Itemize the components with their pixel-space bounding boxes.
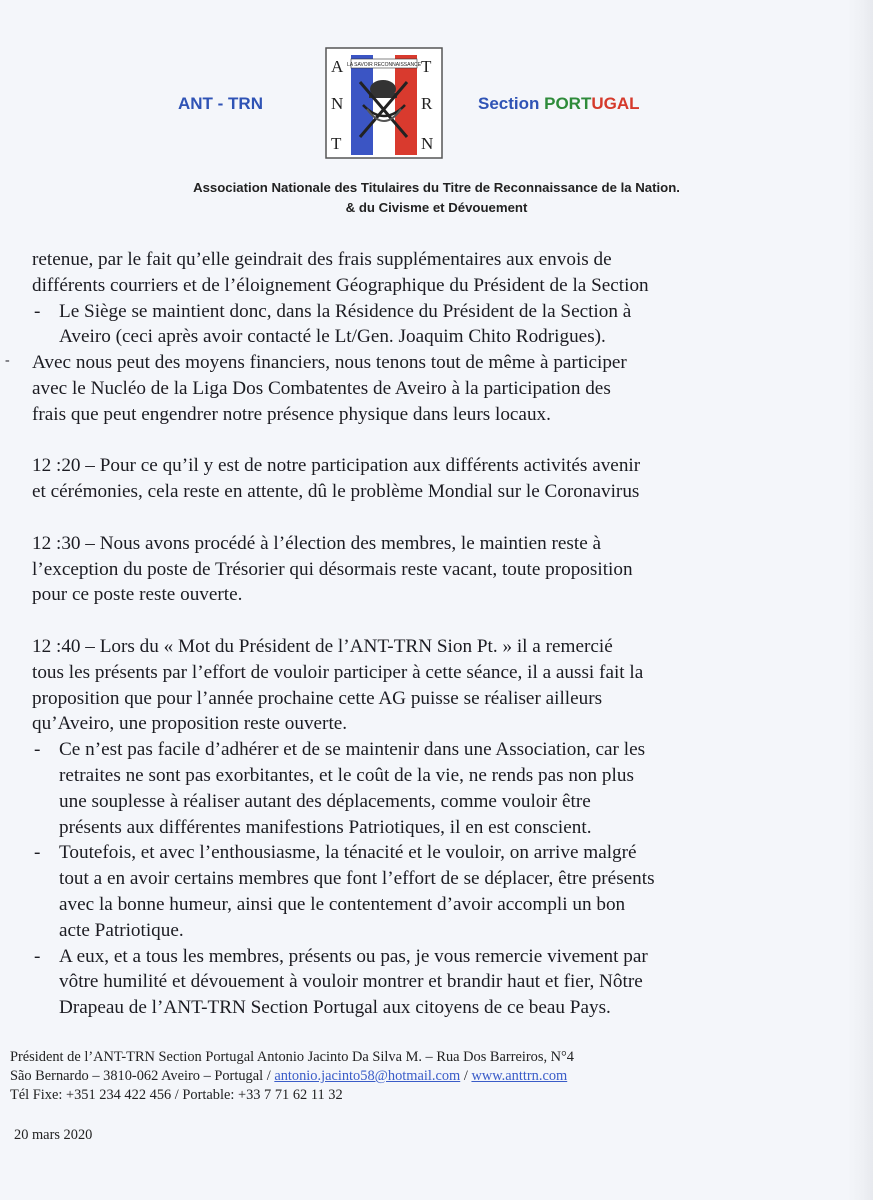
bullet-item-thanks: [32, 944, 777, 1021]
text-line: 12 :20 – Pour ce qu’il y est de notre participation aux différents activités avenir: [32, 455, 641, 477]
footer-contact: [10, 1048, 574, 1105]
emblem-logo: [325, 47, 443, 159]
association-name-line1: Association Nationale des Titulaires du Titre de Reconnaissance de la Nation.: [193, 180, 680, 195]
text-line: pour ce poste reste ouverte.: [32, 584, 243, 606]
email-link[interactable]: antonio.jacinto58@hotmail.com: [274, 1068, 461, 1084]
letter-date: 20 mars 2020: [14, 1127, 93, 1143]
text-line: 12 :40 – Lors du « Mot du Président de l’ANT-TRN Sion Pt. » il a remercié: [32, 635, 613, 657]
header-country-green: PORT: [544, 94, 592, 113]
text-line: différents courriers et de l’éloignement Géographique du Président de la Section: [32, 274, 649, 296]
text-line: acte Patriotique.: [59, 919, 184, 941]
footer-address-city: São Bernardo – 3810-062 Aveiro – Portugal /: [10, 1068, 275, 1084]
text-line: qu’Aveiro, une proposition reste ouverte.: [32, 713, 348, 735]
text-line: frais que peut engendrer notre présence physique dans leurs locaux.: [32, 403, 551, 425]
paragraph-financing: [5, 350, 777, 427]
text-line: A eux, et a tous les membres, présents ou pas, je vous remercie vivement par: [59, 945, 648, 967]
bullet-dash: -: [34, 300, 41, 322]
text-line: Aveiro (ceci après avoir contacté le Lt/Gen. Joaquim Chito Rodrigues).: [59, 326, 606, 348]
text-line: Drapeau de l’ANT-TRN Section Portugal aux citoyens de ce beau Pays.: [59, 997, 611, 1019]
emblem-letter-t: T: [331, 134, 342, 153]
text-line: présents aux différentes manifestions Patriotiques, il en est conscient.: [59, 816, 592, 838]
header-section-label: Section: [478, 94, 545, 113]
letter-body: [5, 247, 777, 1021]
website-link[interactable]: www.anttrn.com: [471, 1068, 568, 1084]
text-line: tous les présents par l’effort de vouloir participer à cette séance, il a aussi fait la: [32, 661, 644, 683]
bullet-item-enthusiasm: [32, 840, 777, 943]
text-line: une souplesse à réaliser autant des déplacements, comme vouloir être: [59, 790, 591, 812]
header-left-title: ANT - TRN: [178, 94, 263, 113]
margin-mark: -: [5, 353, 10, 369]
bullet-dash: -: [34, 842, 41, 864]
footer-address-line2: [10, 1067, 574, 1086]
header-right-title: [478, 94, 640, 114]
text-line: avec le Nucléo de la Liga Dos Combatentes de Aveiro à la participation des: [32, 377, 611, 399]
bullet-item-association: [32, 737, 777, 840]
emblem-letter-a: A: [331, 57, 344, 76]
bullet-item-siege: [32, 299, 777, 351]
footer-separator: /: [460, 1068, 472, 1084]
text-line: retenue, par le fait qu’elle geindrait des frais supplémentaires aux envois de: [32, 249, 612, 270]
text-line: Le Siège se maintient donc, dans la Résidence du Président de la Section à: [59, 300, 632, 322]
text-line: tout a en avoir certains membres que font l’effort de se déplacer, être présents: [59, 868, 655, 890]
text-line: Ce n’est pas facile d’adhérer et de se maintenir dans une Association, car les: [59, 739, 646, 761]
footer-address-line1: Président de l’ANT-TRN Section Portugal Antonio Jacinto Da Silva M. – Rua Dos Barreiros, N°4: [10, 1049, 574, 1065]
bullet-dash: -: [34, 945, 41, 967]
text-line: 12 :30 – Nous avons procédé à l’élection des membres, le maintien reste à: [32, 532, 602, 554]
header-country-red: UGAL: [591, 94, 640, 113]
emblem-letter-n2: N: [421, 134, 434, 153]
footer-phone-line: Tél Fixe: +351 234 422 456 / Portable: +33 7 71 62 11 32: [10, 1087, 343, 1103]
emblem-letter-n: N: [331, 94, 344, 113]
emblem-letter-t2: T: [421, 57, 432, 76]
text-line: proposition que pour l’année prochaine cette AG puisse se réaliser ailleurs: [32, 687, 603, 709]
emblem-letter-r: R: [421, 94, 433, 113]
text-line: l’exception du poste de Trésorier qui désormais reste vacant, toute proposition: [32, 558, 633, 580]
emblem-banner: LA SAVOIR RECONNAISSANCE: [346, 62, 422, 68]
text-line: vôtre humilité et dévouement à vouloir montrer et brandir haut et fier, Nôtre: [59, 971, 643, 993]
text-line: Avec nous peut des moyens financiers, nous tenons tout de même à participer: [32, 352, 627, 374]
text-line: retraites ne sont pas exorbitantes, et le coût de la vie, ne rends pas non plus: [59, 764, 634, 786]
association-name-line2: & du Civisme et Dévouement: [345, 200, 528, 215]
text-line: avec la bonne humeur, ainsi que le contentement d’avoir accompli un bon: [59, 893, 626, 915]
bullet-dash: -: [34, 739, 41, 761]
text-line: et cérémonies, cela reste en attente, dû le problème Mondial sur le Coronavirus: [32, 481, 640, 503]
text-line: Toutefois, et avec l’enthousiasme, la ténacité et le vouloir, on arrive malgré: [59, 842, 637, 864]
